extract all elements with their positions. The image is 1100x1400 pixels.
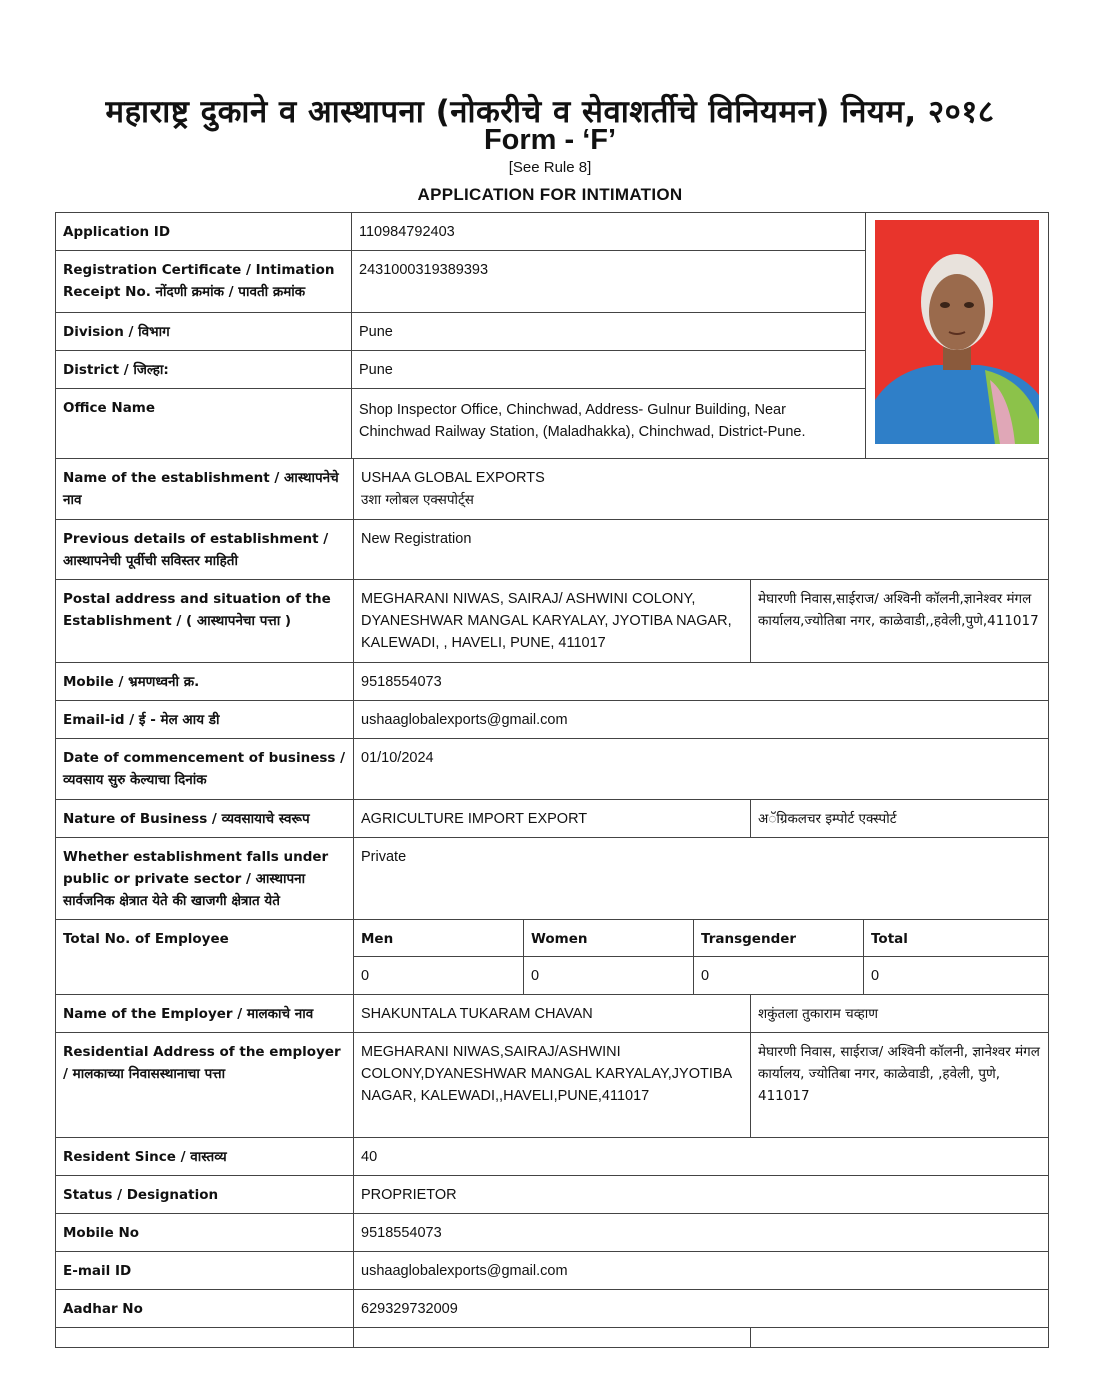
employer-address-label: Residential Address of the employer / मालकाच्या निवासस्थानाचा पत्ता xyxy=(56,1033,354,1138)
application-id-label: Application ID xyxy=(56,213,352,251)
postal-address-mr: मेघारणी निवास,साईराज/ अश्विनी कॉलनी,ज्ञानेश्वर मंगल कार्यालय,ज्योतिबा नगर, काळेवाडी,,हवेली,पुणे,411017 xyxy=(751,580,1049,663)
mobile-label: Mobile / भ्रमणध्वनी क्र. xyxy=(56,663,354,701)
division-label: Division / विभाग xyxy=(56,313,352,351)
employer-name-en: SHAKUNTALA TUKARAM CHAVAN xyxy=(354,995,751,1033)
photo-cell xyxy=(866,213,1049,459)
employer-name-label: Name of the Employer / मालकाचे नाव xyxy=(56,995,354,1033)
division-value: Pune xyxy=(352,313,866,351)
establishment-name-value xyxy=(354,459,1049,520)
application-title: APPLICATION FOR INTIMATION xyxy=(417,185,683,204)
registration-label: Registration Certificate / Intimation Receipt No. नोंदणी क्रमांक / पावती क्रमांक xyxy=(56,251,352,313)
mobile-value: 9518554073 xyxy=(354,663,1049,701)
next-row-start xyxy=(56,1328,354,1348)
aadhar-value: 629329732009 xyxy=(354,1290,1049,1328)
commencement-date-label: Date of commencement of business / व्यवसाय सुरु केल्याचा दिनांक xyxy=(56,739,354,800)
nature-of-business-mr: अॅग्रिकलचर इम्पोर्ट एक्स्पोर्ट xyxy=(751,800,1049,838)
nature-of-business-en: AGRICULTURE IMPORT EXPORT xyxy=(354,800,751,838)
employee-count-total: 0 xyxy=(864,957,1049,995)
district-label: District / जिल्हा: xyxy=(56,351,352,389)
form-title: Form - ‘F’ xyxy=(483,124,617,156)
postal-address-label: Postal address and situation of the Establishment / ( आस्थापनेचा पत्ता ) xyxy=(56,580,354,663)
employee-header-total: Total xyxy=(864,920,1049,957)
employer-address-en: MEGHARANI NIWAS,SAIRAJ/ASHWINI COLONY,DYANESHWAR MANGAL KARYALAY,JYOTIBA NAGAR, KALEWADI,,HAVELI,PUNE,411017 xyxy=(354,1033,751,1138)
office-name-value: Shop Inspector Office, Chinchwad, Address- Gulnur Building, Near Chinchwad Railway Station, (Maladhakka), Chinchwad, District-Pune. xyxy=(352,389,866,459)
rule-reference: [See Rule 8] xyxy=(508,159,592,176)
email-label: Email-id / ई - मेल आय डी xyxy=(56,701,354,739)
employer-name-mr: शकुंतला तुकाराम चव्हाण xyxy=(751,995,1049,1033)
total-employee-label: Total No. of Employee xyxy=(56,920,354,995)
status-value: PROPRIETOR xyxy=(354,1176,1049,1214)
aadhar-label: Aadhar No xyxy=(56,1290,354,1328)
office-name-label: Office Name xyxy=(56,389,352,459)
email-id-label: E-mail ID xyxy=(56,1252,354,1290)
employee-header-men: Men xyxy=(354,920,524,957)
mobile-no-label: Mobile No xyxy=(56,1214,354,1252)
establishment-details-table xyxy=(55,458,1049,1348)
form-title-marathi: महाराष्ट्र दुकाने व आस्थापना (नोकरीचे व सेवाशर्तीचे विनियमन) नियम, २०१८ xyxy=(105,94,995,130)
employee-count-transgender: 0 xyxy=(694,957,864,995)
nature-of-business-label: Nature of Business / व्यवसायाचे स्वरूप xyxy=(56,800,354,838)
previous-details-value: New Registration xyxy=(354,520,1049,580)
employee-count-men: 0 xyxy=(354,957,524,995)
employer-address-mr: मेघारणी निवास, साईराज/ अश्विनी कॉलनी, ज्ञानेश्वर मंगल कार्यालय, ज्योतिबा नगर, काळेवाडी, ,हवेली, पुणे, 411017 xyxy=(751,1033,1049,1138)
resident-since-label: Resident Since / वास्तव्य xyxy=(56,1138,354,1176)
employee-header-women: Women xyxy=(524,920,694,957)
status-label: Status / Designation xyxy=(56,1176,354,1214)
sector-value: Private xyxy=(354,838,1049,920)
resident-since-value: 40 xyxy=(354,1138,1049,1176)
email-value: ushaaglobalexports@gmail.com xyxy=(354,701,1049,739)
commencement-date-value: 01/10/2024 xyxy=(354,739,1049,800)
next-row-start xyxy=(751,1328,1049,1348)
employee-header-transgender: Transgender xyxy=(694,920,864,957)
establishment-name-mr: उशा ग्लोबल एक्सपोर्ट्स xyxy=(361,492,474,508)
email-id-value: ushaaglobalexports@gmail.com xyxy=(354,1252,1049,1290)
postal-address-en: MEGHARANI NIWAS, SAIRAJ/ ASHWINI COLONY, DYANESHWAR MANGAL KARYALAY, JYOTIBA NAGAR, KALEWADI, , HAVELI, PUNE, 411017 xyxy=(354,580,751,663)
application-id-value: 110984792403 xyxy=(352,213,866,251)
sector-label: Whether establishment falls under public or private sector / आस्थापना सार्वजनिक क्षेत्रात येते की खाजगी क्षेत्रात येते xyxy=(56,838,354,920)
establishment-name-label: Name of the establishment / आस्थापनेचे नाव xyxy=(56,459,354,520)
next-row-start xyxy=(354,1328,751,1348)
establishment-name-en: USHAA GLOBAL EXPORTS xyxy=(361,470,545,486)
previous-details-label: Previous details of establishment / आस्थापनेची पूर्वीची सविस्तर माहिती xyxy=(56,520,354,580)
application-details-table xyxy=(55,212,1049,459)
district-value: Pune xyxy=(352,351,866,389)
employee-count-women: 0 xyxy=(524,957,694,995)
registration-value: 2431000319389393 xyxy=(352,251,866,313)
mobile-no-value: 9518554073 xyxy=(354,1214,1049,1252)
applicant-photo-icon xyxy=(875,220,1039,444)
